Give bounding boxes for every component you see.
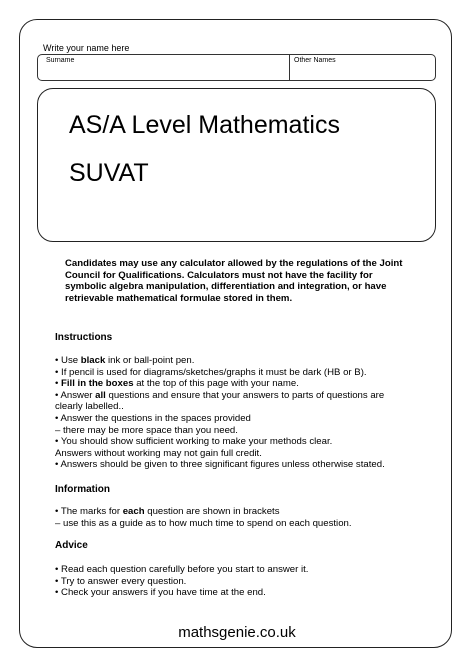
list-item <box>55 401 455 413</box>
information-list <box>55 506 455 529</box>
list-item <box>55 576 455 588</box>
list-item-text: ink or ball-point pen. <box>105 355 195 366</box>
list-item-text: at the top of this page with your name. <box>133 378 299 390</box>
list-item-text: • Answers should be given to three significant figures unless otherwise stated. <box>55 459 385 471</box>
list-item-text: • Answer <box>55 389 96 401</box>
calculator-note: Candidates may use any calculator allowed by the regulations of the Joint Council for Qualifications. Calculators must not have the facility for symbolic algebra manipulation, differentiation and integration, or have retrievable mathematical formulae stored in them. <box>65 258 403 304</box>
list-item-text: clearly labelled.. <box>55 401 124 413</box>
paper-title: AS/A Level Mathematics <box>69 111 340 139</box>
list-item-text: question are shown in brackets <box>144 506 280 517</box>
list-item-text: • <box>55 378 62 390</box>
name-box <box>37 54 436 81</box>
list-item <box>55 448 455 460</box>
emphasis-text: Fill in the boxes <box>61 378 134 390</box>
list-item <box>55 355 455 367</box>
title-box <box>37 88 436 242</box>
list-item <box>55 436 455 448</box>
instructions-list <box>55 355 455 471</box>
advice-list <box>55 564 455 599</box>
list-item <box>55 506 455 518</box>
list-item-text: questions and ensure that your answers to parts of questions are <box>105 389 385 401</box>
emphasis-text: each <box>122 506 145 517</box>
list-item-text: Answers without working may not gain full credit. <box>55 447 262 459</box>
list-item <box>55 564 455 576</box>
list-item <box>55 413 455 425</box>
list-item-text: • Read each question carefully before you start to answer it. <box>55 564 309 575</box>
list-item-text: – use this as a guide as to how much time to spend on each question. <box>55 517 352 529</box>
information-heading: Information <box>55 484 110 495</box>
site-footer: mathsgenie.co.uk <box>178 624 296 641</box>
list-item <box>55 425 455 437</box>
other-names-field[interactable]: Other Names <box>294 57 336 64</box>
list-item-text: • Answer the questions in the spaces provided <box>55 412 251 424</box>
list-item-text: • Try to answer every question. <box>55 575 187 587</box>
paper-topic: SUVAT <box>69 159 149 187</box>
instructions-heading: Instructions <box>55 332 113 343</box>
list-item-text: • If pencil is used for diagrams/sketches/graphs it must be dark (HB or B). <box>55 366 367 378</box>
list-item <box>55 378 455 390</box>
emphasis-text: all <box>95 389 106 401</box>
list-item-text: • Use <box>55 355 81 366</box>
name-box-divider <box>289 55 290 80</box>
advice-heading: Advice <box>55 540 88 551</box>
name-prompt: Write your name here <box>43 43 130 53</box>
list-item <box>55 367 455 379</box>
list-item-text: • The marks for <box>55 506 123 517</box>
surname-field[interactable]: Surname <box>46 57 75 64</box>
list-item-text: – there may be more space than you need. <box>55 424 238 436</box>
emphasis-text: black <box>80 355 106 366</box>
list-item <box>55 459 455 471</box>
list-item <box>55 587 455 599</box>
list-item-text: • Check your answers if you have time at the end. <box>55 587 266 599</box>
list-item <box>55 518 455 530</box>
list-item-text: • You should show sufficient working to make your methods clear. <box>55 436 333 448</box>
list-item <box>55 390 455 402</box>
